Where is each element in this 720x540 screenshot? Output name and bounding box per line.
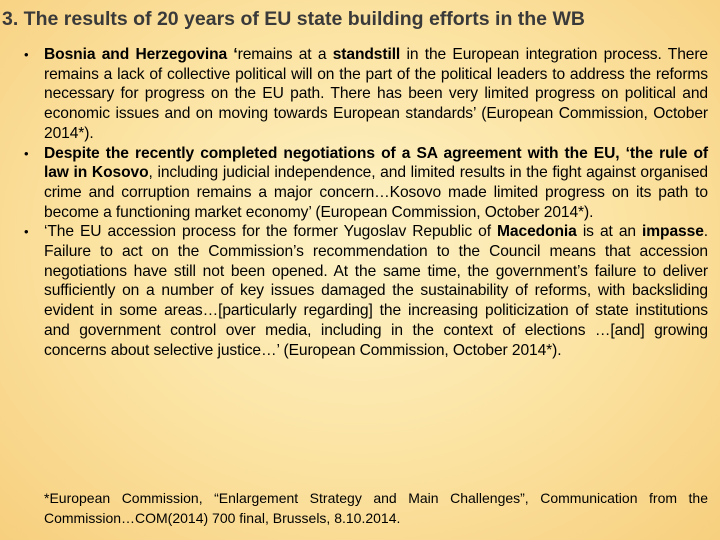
list-item-bosnia — [0, 45, 720, 144]
page-title: 3. The results of 20 years of EU state building efforts in the WB — [2, 8, 585, 30]
bullet-marker: • — [24, 224, 29, 240]
bullet-marker: • — [24, 145, 29, 161]
bullet-text: Bosnia and Herzegovina ‘remains at a standstill in the European integration process. There remains a lack of collective political will on the part of the political leaders to address the reforms necessary for progress on the EU path. There has been very limited progress on political and economic issues and on moving towards European standards’ (European Commission, October 2014*). — [44, 46, 709, 142]
footnote: *European Commission, “Enlargement Strategy and Main Challenges”, Communication from the Commission…COM(2014) 700 final, Brussels, 8.10.2014. — [44, 490, 708, 526]
bullet-text: ‘The EU accession process for the former Yugoslav Republic of Macedonia is at an impasse. Failure to act on the Commission’s recommendation to the Council means that accession negotiations have still not been opened. At the same time, the government’s failure to deliver sufficiently on a number of key issues damaged the sustainability of reforms, with backsliding evident in some areas…[particularly regarding] the increasing politicization of state institutions and government control over media, including in the context of elections …[and] growing concerns about selective justice…’ (European Commission, October 2014*). — [44, 223, 708, 359]
bullet-marker: • — [24, 47, 29, 62]
list-item-kosovo — [0, 144, 720, 223]
bullet-text: Despite the recently completed negotiations of a SA agreement with the EU, ‘the rule of law in Kosovo, including judicial independence, and limited results in the fight against organised crime and corruption remains a major concern…Kosovo made limited progress on its path to become a functioning market economy’ (European Commission, October 2014*). — [44, 144, 708, 221]
bullet-list — [0, 45, 720, 360]
list-item-macedonia — [0, 222, 720, 360]
